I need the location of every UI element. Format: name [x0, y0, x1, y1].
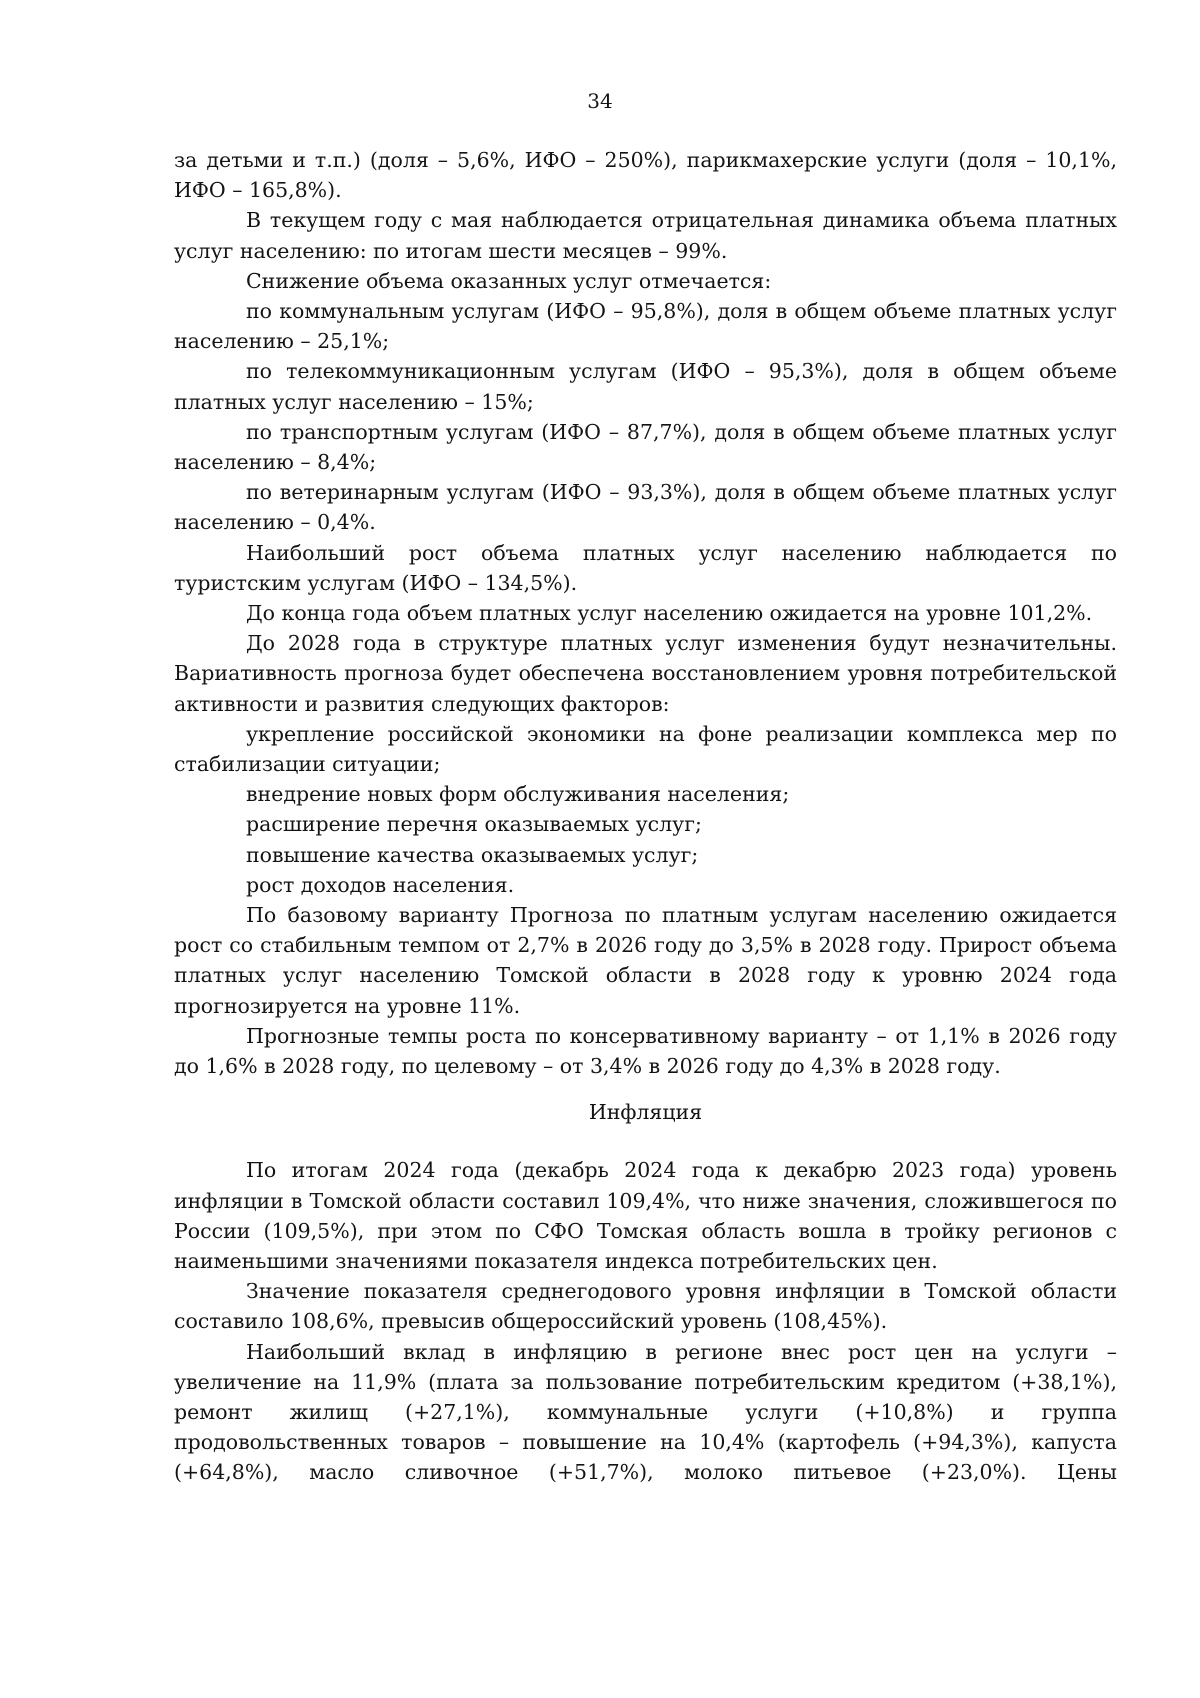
paragraph: До 2028 года в структуре платных услуг изменения будут незначительны. Вариативность прогноза будет обеспечена восстановлением уровня потребительской активности и развития следующих факторов:: [174, 631, 1117, 716]
paragraph: Наибольший рост объема платных услуг населению наблюдается по туристским услугам (ИФО – 134,5%).: [174, 540, 1117, 595]
list-item: по коммунальным услугам (ИФО – 95,8%), доля в общем объеме платных услуг населению – 25,1%;: [174, 299, 1117, 354]
list-item: по транспортным услугам (ИФО – 87,7%), доля в общем объеме платных услуг населению – 8,4%;: [174, 419, 1117, 475]
paragraph: По базовому варианту Прогноза по платным услугам населению ожидается рост со стабильным темпом от 2,7% в 2026 году до 3,5% в 2028 году. Прирост объема платных услуг населению Томской области в 2028 году к уровню 2024 года прогнозируется на уровне 11%.: [174, 903, 1117, 1018]
document-body: [174, 145, 1117, 1488]
list-item: повышение качества оказываемых услуг;: [246, 842, 699, 867]
list-item: расширение перечня оказываемых услуг;: [246, 812, 702, 837]
page-number: 34: [587, 89, 613, 113]
list-item: по телекоммуникационным услугам (ИФО – 95,3%), доля в общем объеме платных услуг населению – 15%;: [174, 359, 1117, 414]
paragraph: за детьми и т.п.) (доля – 5,6%, ИФО – 250%), парикмахерские услуги (доля – 10,1%, ИФО – 165,8%).: [174, 148, 1117, 203]
paragraph: Значение показателя среднегодового уровня инфляции в Томской области составило 108,6%, превысив общероссийский уровень (108,45%).: [174, 1279, 1117, 1334]
paragraph: В текущем году с мая наблюдается отрицательная динамика объема платных услуг населению: по итогам шести месяцев – 99%.: [174, 208, 1117, 263]
list-item: укрепление российской экономики на фоне реализации комплекса мер по стабилизации ситуации;: [174, 721, 1117, 777]
paragraph: По итогам 2024 года (декабрь 2024 года к декабрю 2023 года) уровень инфляции в Томской области составил 109,4%, что ниже значения, сложившегося по России (109,5%), при этом по СФО Томская область вошла в тройку регионов с наименьшими значениями показателя индекса потребительских цен.: [174, 1158, 1117, 1273]
paragraph: Снижение объема оказанных услуг отмечается:: [246, 268, 772, 293]
paragraph: До конца года объем платных услуг населению ожидается на уровне 101,2%.: [246, 601, 1093, 626]
section-title: Инфляция: [588, 1100, 703, 1125]
list-item: рост доходов населения.: [246, 872, 515, 897]
list-item: внедрение новых форм обслуживания населения;: [246, 782, 790, 807]
list-item: по ветеринарным услугам (ИФО – 93,3%), доля в общем объеме платных услуг населению – 0,4%.: [174, 480, 1117, 535]
paragraph: Наибольший вклад в инфляцию в регионе внес рост цен на услуги – увеличение на 11,9% (плата за пользование потребительским кредитом (+38,1%), ремонт жилищ (+27,1%), коммунальные услуги (+10,8%) и группа продовольственных товаров – повышение на 10,4% (картофель (+94,3%), капуста (+64,8%), масло сливочное (+51,7%), молоко питьевое (+23,0%). Цены: [174, 1339, 1117, 1485]
paragraph: Прогнозные темпы роста по консервативному варианту – от 1,1% в 2026 году до 1,6% в 2028 году, по целевому – от 3,4% в 2026 году до 4,3% в 2028 году.: [174, 1023, 1117, 1079]
